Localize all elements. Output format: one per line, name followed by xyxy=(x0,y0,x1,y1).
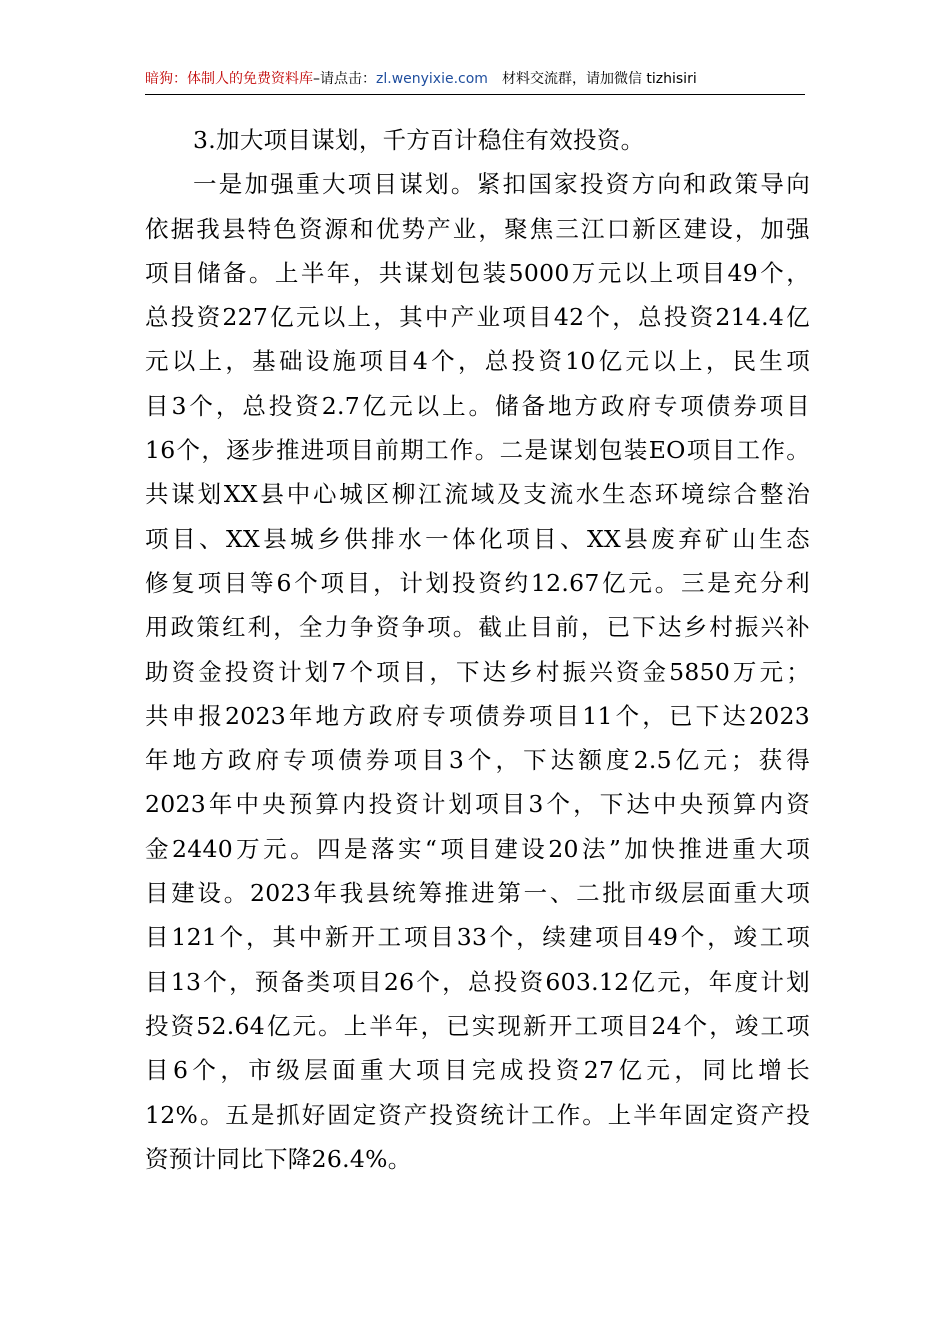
document-body xyxy=(145,118,810,1181)
paragraph-line: 项目储备。上半年，共谋划包装5000万元以上项目49个， xyxy=(145,258,810,287)
header-brand: 暗狗：体制人的免费资料库 xyxy=(145,71,313,87)
paragraph-line: 共谋划XX县中心城区柳江流域及支流水生态环境综合整治 xyxy=(145,480,810,509)
page-header xyxy=(145,66,805,95)
paragraph-line: 目13个，预备类项目26个，总投资603.12亿元，年度计划 xyxy=(145,967,810,996)
paragraph-line: 修复项目等6个项目，计划投资约12.67亿元。三是充分利 xyxy=(145,568,810,597)
header-prompt: –请点击： xyxy=(313,71,376,87)
section-heading: 3.加大项目谋划，千方百计稳住有效投资。 xyxy=(193,126,645,154)
paragraph-line: 元以上，基础设施项目4个，总投资10亿元以上，民生项 xyxy=(145,347,810,376)
paragraph-line: 金2440万元。四是落实“项目建设20法”加快推进重大项 xyxy=(145,834,810,863)
paragraph-line: 总投资227亿元以上，其中产业项目42个，总投资214.4亿 xyxy=(145,303,810,332)
paragraph-line: 目6个，市级层面重大项目完成投资27亿元，同比增长 xyxy=(145,1056,810,1085)
paragraph-line: 2023年中央预算内投资计划项目3个，下达中央预算内资 xyxy=(145,790,810,819)
paragraph-line: 目建设。2023年我县统筹推进第一、二批市级层面重大项 xyxy=(145,879,810,908)
paragraph-line: 目3个，总投资2.7亿元以上。储备地方政府专项债券项目 xyxy=(145,391,810,420)
paragraph-line: 资预计同比下降26.4%。 xyxy=(145,1144,412,1173)
paragraph-line: 依据我县特色资源和优势产业，聚焦三江口新区建设，加强 xyxy=(145,214,810,243)
paragraph-line: 年地方政府专项债券项目3个，下达额度2.5亿元；获得 xyxy=(145,746,810,775)
paragraph-line: 投资52.64亿元。上半年，已实现新开工项目24个，竣工项 xyxy=(145,1011,810,1040)
paragraph-line: 用政策红利，全力争资争项。截止目前，已下达乡村振兴补 xyxy=(145,613,810,642)
header-group-note: 材料交流群，请加微信 tizhisiri xyxy=(501,71,697,87)
paragraph-line: 共申报2023年地方政府专项债券项目11个，已下达2023 xyxy=(145,701,810,730)
paragraph-line: 项目、XX县城乡供排水一体化项目、XX县废弃矿山生态 xyxy=(145,524,810,553)
paragraph-line: 12%。五是抓好固定资产投资统计工作。上半年固定资产投 xyxy=(145,1100,810,1129)
header-url-link[interactable]: zl.wenyixie.com xyxy=(376,71,488,87)
paragraph-line: 目121个，其中新开工项目33个，续建项目49个，竣工项 xyxy=(145,923,810,952)
paragraph-line: 助资金投资计划7个项目，下达乡村振兴资金5850万元； xyxy=(145,657,810,686)
paragraph-line: 一是加强重大项目谋划。紧扣国家投资方向和政策导向 xyxy=(193,170,810,199)
paragraph-line: 16个，逐步推进项目前期工作。二是谋划包装EO项目工作。 xyxy=(145,436,810,465)
